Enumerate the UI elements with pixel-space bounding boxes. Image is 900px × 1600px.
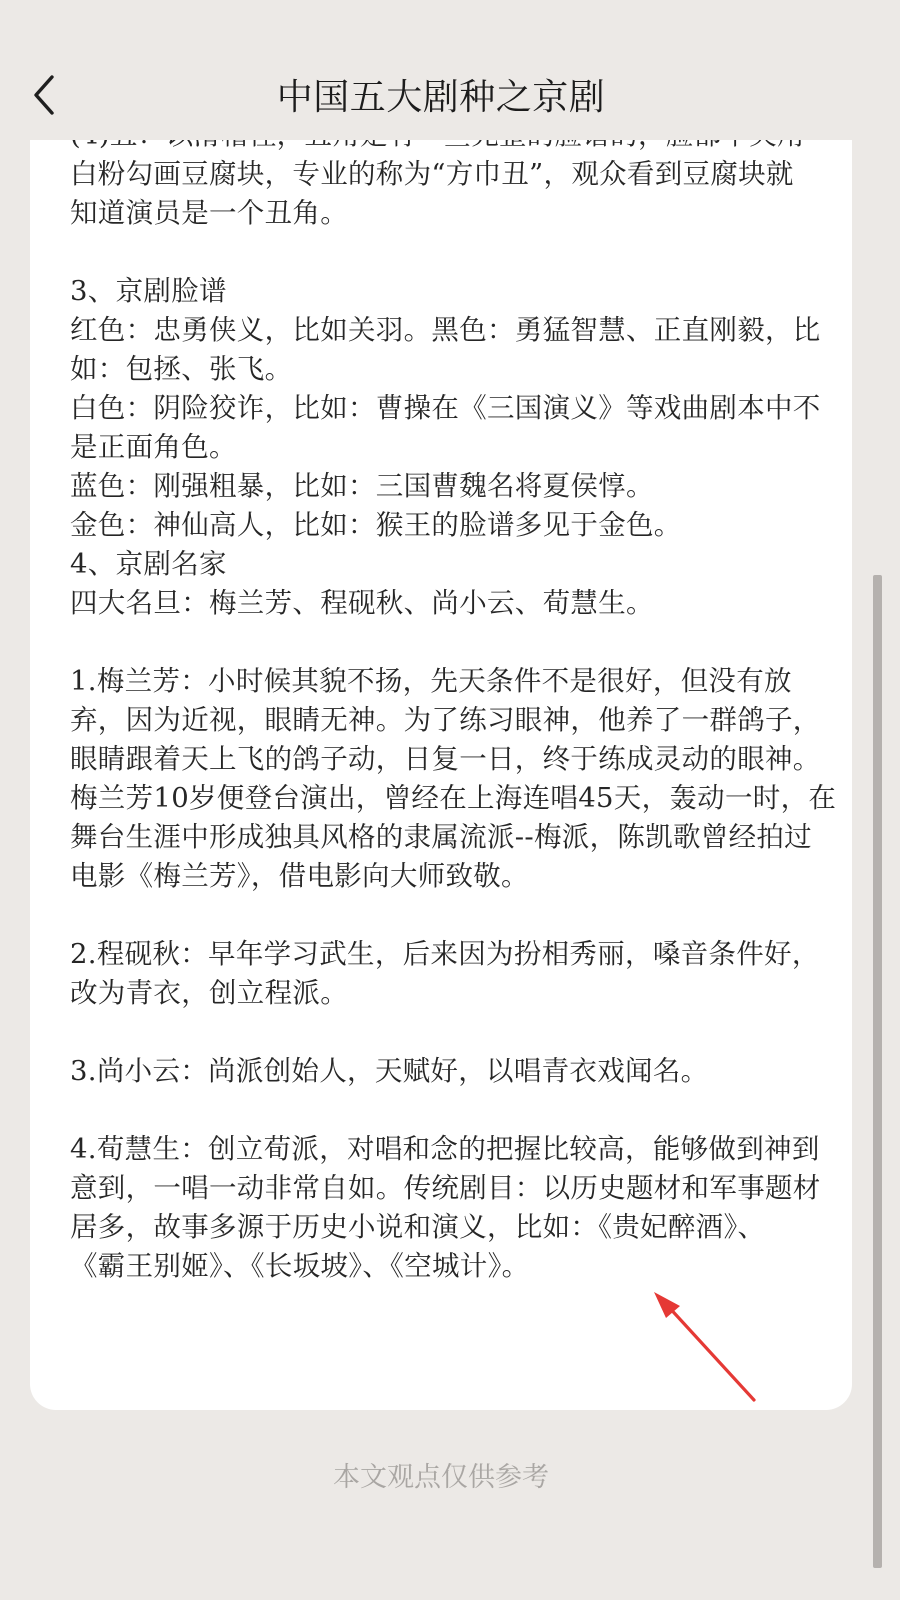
article-line: 意到，一唱一动非常自如。传统剧目：以历史题材和军事题材 — [70, 1172, 821, 1204]
article-line: 电影《梅兰芳》，借电影向大师致敬。 — [70, 860, 529, 892]
article-line: 《霸王别姬》、《长坂坡》、《空城计》。 — [70, 1250, 530, 1282]
article-line: 知道演员是一个丑角。 — [70, 197, 348, 229]
article-line: 蓝色：刚强粗暴，比如：三国曹魏名将夏侯惇。 — [70, 470, 654, 502]
paragraph-spacer — [70, 1013, 815, 1052]
article-line: 居多，故事多源于历史小说和演义，比如：《贵妃醉酒》、 — [70, 1211, 766, 1243]
top-bar — [0, 0, 882, 140]
article-line: 1.梅兰芳：小时候其貌不扬，先天条件不是很好，但没有放 — [70, 665, 792, 697]
scrollbar[interactable] — [873, 575, 882, 1568]
paragraph-spacer — [70, 623, 815, 662]
paragraph-spacer — [70, 233, 815, 272]
paragraph-spacer — [70, 896, 815, 935]
article-line: 2.程砚秋：早年学习武生，后来因为扮相秀丽，嗓音条件好， — [70, 938, 820, 970]
article-line: 四大名旦：梅兰芳、程砚秋、尚小云、荀慧生。 — [70, 587, 654, 619]
article-line: 3.尚小云：尚派创始人，天赋好，以唱青衣戏闻名。 — [70, 1055, 709, 1087]
article-line: 4.荀慧生：创立荀派，对唱和念的把握比较高，能够做到神到 — [70, 1133, 820, 1165]
article-line: 舞台生涯中形成独具风格的隶属流派--梅派，陈凯歌曾经拍过 — [70, 821, 812, 853]
article-line: 4、京剧名家 — [70, 548, 227, 580]
paragraph-spacer — [70, 1091, 815, 1130]
red-arrow-icon — [640, 1280, 770, 1415]
article-line: 改为青衣，创立程派。 — [70, 977, 348, 1009]
article-line: 白粉勾画豆腐块，专业的称为“方巾丑”，观众看到豆腐块就 — [70, 158, 794, 190]
article-line: 红色：忠勇侠义，比如关羽。黑色：勇猛智慧、正直刚毅，比 — [70, 314, 821, 346]
article-card[interactable] — [30, 0, 852, 1410]
article-line: 弃，因为近视，眼睛无神。为了练习眼神，他养了一群鸽子， — [70, 704, 821, 736]
disclaimer-note: 本文观点仅供参考 — [333, 1462, 549, 1493]
article-body — [70, 116, 837, 1286]
article-line: 梅兰芳10岁便登台演出，曾经在上海连唱45天，轰动一时，在 — [70, 782, 837, 814]
article-line: 3、京剧脸谱 — [70, 275, 227, 307]
article-line: 金色：神仙高人，比如：猴王的脸谱多见于金色。 — [70, 509, 682, 541]
article-line: 如：包拯、张飞。 — [70, 353, 293, 385]
article-line: 白色：阴险狡诈，比如：曹操在《三国演义》等戏曲剧本中不 — [70, 392, 821, 424]
article-line: 是正面角色。 — [70, 431, 237, 463]
article-line: 眼睛跟着天上飞的鸽子动，日复一日，终于练成灵动的眼神。 — [70, 743, 821, 775]
page-title: 中国五大剧种之京剧 — [276, 77, 606, 118]
